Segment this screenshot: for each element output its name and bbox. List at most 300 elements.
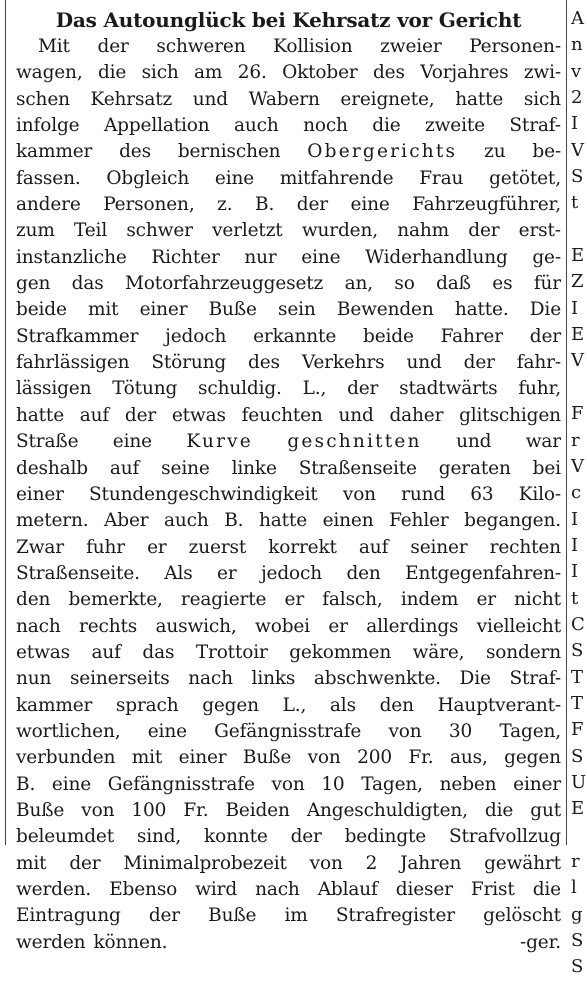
article-word: eine	[112, 431, 152, 453]
article-word: Zwar	[16, 536, 64, 558]
article-word: des	[119, 141, 151, 163]
article-word: Buße	[208, 905, 257, 927]
article-word: sein	[278, 299, 316, 321]
article-word: die	[97, 62, 127, 84]
article-word: Die	[459, 668, 491, 690]
article-line	[16, 640, 561, 666]
article-line	[16, 324, 561, 350]
article-word: wortlichen,	[16, 720, 121, 742]
article-line	[16, 930, 561, 956]
article-word: zuerst	[188, 536, 247, 558]
adjacent-column-letter: E	[571, 798, 585, 820]
article-word: metern.	[16, 510, 89, 532]
article-line	[16, 535, 561, 561]
article-word: Personen-	[469, 36, 561, 57]
article-word: fuhr,	[518, 378, 561, 400]
adjacent-column-letter: t	[571, 192, 579, 214]
article-word: auf	[109, 457, 140, 479]
article-line	[16, 614, 561, 640]
article-word: er	[147, 536, 167, 558]
news-article	[16, 6, 561, 956]
article-word: konnte	[204, 826, 268, 848]
article-word: einer	[139, 299, 188, 321]
article-word: seinerseits	[69, 668, 170, 690]
article-word: von	[342, 483, 376, 505]
article-word: mit	[87, 299, 119, 321]
article-word: Buße	[208, 299, 257, 321]
article-word: Personen,	[103, 194, 195, 216]
article-word: glitschigen	[459, 404, 561, 426]
article-word: der	[124, 404, 157, 426]
article-line	[16, 482, 561, 508]
article-word: Wabern	[248, 88, 320, 110]
article-word: Die	[529, 299, 561, 321]
article-word: das	[71, 273, 104, 295]
article-word: die	[372, 115, 401, 137]
article-word: er	[284, 589, 305, 611]
article-word: jedoch	[165, 325, 227, 347]
article-line	[16, 561, 561, 587]
article-word: Motorfahrzeuggesetz	[125, 273, 324, 295]
article-word: im	[284, 905, 308, 927]
article-word: schen	[16, 88, 70, 110]
article-word: etwas	[16, 641, 70, 663]
article-word: wobei	[255, 615, 310, 637]
article-word: beleumdet	[16, 826, 114, 848]
article-word: linke	[231, 457, 277, 479]
article-word: abschwenkte.	[313, 668, 441, 690]
article-word: nach	[16, 615, 61, 637]
article-word: deshalb	[16, 457, 88, 479]
article-word: fahr-	[516, 352, 561, 374]
article-word: jedoch	[260, 562, 323, 584]
article-word: Obgleich	[106, 167, 190, 189]
article-word: verbunden	[16, 747, 116, 769]
article-word: nach	[255, 879, 300, 900]
adjacent-column-letter: F	[571, 719, 584, 741]
article-word: andere	[16, 194, 81, 216]
article-word: geschnitten	[287, 431, 422, 453]
article-word: und	[456, 431, 492, 453]
article-word: nur	[244, 246, 277, 268]
article-word: der	[296, 194, 328, 216]
article-word: der	[148, 905, 180, 927]
article-word: Stundengeschwindigkeit	[89, 483, 318, 505]
adjacent-column-letter: r	[571, 851, 580, 872]
article-word: Gefängnisstrafe	[107, 773, 255, 795]
article-word: der	[290, 826, 322, 848]
article-word: Mit	[38, 36, 70, 57]
article-word: 63	[470, 483, 494, 505]
adjacent-column-letter: n	[571, 34, 583, 56]
left-column-rule	[5, 0, 6, 845]
article-word: Frist	[470, 879, 515, 900]
article-word: be-	[532, 141, 561, 163]
article-line	[16, 587, 561, 613]
article-word: einer	[513, 773, 561, 795]
article-word: Bewenden	[336, 299, 434, 321]
article-word: stadtwärts	[399, 378, 498, 400]
article-word: mitfahrende	[279, 167, 394, 189]
article-line	[16, 745, 561, 771]
adjacent-column-letter: l	[571, 877, 577, 899]
adjacent-column-letter: C	[571, 613, 585, 635]
article-word: Buße	[16, 799, 65, 821]
article-word: L.,	[302, 378, 327, 400]
article-word: Kollision	[273, 36, 353, 57]
right-column-rule	[566, 0, 567, 845]
article-word: die	[484, 799, 514, 821]
article-word: und	[406, 352, 442, 374]
article-word: erkannte	[253, 325, 337, 347]
article-word: gegen	[202, 694, 259, 716]
article-word: wagen,	[16, 62, 83, 84]
article-line	[16, 297, 561, 323]
adjacent-column-letter: I	[571, 297, 579, 319]
article-word: beide	[16, 299, 67, 321]
article-word: der	[69, 852, 101, 874]
article-word: nicht	[514, 589, 561, 611]
article-word: ereignete,	[340, 88, 435, 110]
article-word: auf	[358, 536, 389, 558]
adjacent-column-letter: c	[571, 482, 582, 504]
adjacent-column-letter	[571, 217, 587, 243]
adjacent-column-letter: I	[571, 534, 579, 556]
article-word: korrekt	[268, 536, 337, 558]
article-word: des	[372, 62, 405, 84]
article-word: zweite	[425, 115, 485, 137]
article-word: lässigen	[16, 378, 92, 400]
article-word: die	[532, 879, 561, 900]
article-word: geraten	[438, 457, 511, 479]
article-word: wird	[195, 879, 238, 900]
article-word: Strafvollzug	[448, 826, 561, 848]
article-line	[16, 851, 561, 877]
article-word: hatte	[259, 510, 308, 532]
article-word: sprach	[115, 694, 179, 716]
article-word: Straßenseite.	[16, 562, 140, 584]
article-headline: Das Autounglück bei Kehrsatz vor Gericht	[55, 8, 522, 32]
article-word: einen	[322, 510, 374, 532]
adjacent-column-letter: S	[571, 745, 584, 767]
article-line	[16, 719, 561, 745]
article-line	[16, 877, 561, 903]
article-word: wurden,	[301, 220, 378, 242]
article-word: gewährt	[484, 852, 561, 874]
article-word: Als	[164, 562, 193, 584]
article-word: es	[492, 273, 513, 295]
article-word: zweier	[380, 36, 442, 57]
article-word: Gefängnisstrafe	[214, 720, 362, 742]
article-word: B.	[224, 510, 244, 532]
article-word: Straße	[16, 431, 79, 453]
article-line	[16, 376, 561, 402]
adjacent-column-letter	[571, 375, 587, 401]
article-line	[16, 772, 561, 798]
article-word: bedingte	[344, 826, 427, 848]
article-word: Kilo-	[518, 483, 561, 505]
article-word: für	[533, 273, 561, 295]
article-line	[16, 429, 561, 455]
article-word: rechten	[489, 536, 561, 558]
article-word: den	[346, 562, 381, 584]
article-word: gegen	[504, 747, 561, 769]
article-line	[16, 271, 561, 297]
article-word: mit	[16, 852, 47, 874]
adjacent-column-letter: g	[571, 903, 583, 925]
article-line	[16, 139, 561, 165]
article-word: fahrlässigen	[16, 352, 130, 374]
article-word: werden.	[16, 879, 92, 900]
article-word: Ablauf	[317, 879, 378, 900]
article-word: zum	[16, 220, 55, 242]
article-word: nun	[16, 668, 52, 690]
article-word: gut	[530, 799, 561, 821]
article-word: Eintragung	[16, 905, 121, 927]
article-word: einer	[16, 483, 64, 505]
article-word: Fr.	[408, 747, 434, 769]
article-word: Strafregister	[335, 905, 455, 927]
article-word: von	[271, 773, 305, 795]
article-word: Buße	[242, 747, 292, 769]
article-word: Tagen,	[499, 720, 561, 742]
article-word: Widerhandlung	[365, 246, 508, 268]
article-word: Strafkammer	[16, 325, 139, 347]
article-word: reagierte	[180, 589, 267, 611]
article-word: rechts	[79, 615, 138, 637]
article-word: Ebenso	[109, 879, 178, 900]
article-word: seiner	[410, 536, 468, 558]
article-word: rund	[401, 483, 446, 505]
article-word: Entgegenfahren-	[405, 562, 561, 584]
article-word: Vorjahres	[420, 62, 509, 84]
article-word: B.	[255, 194, 275, 216]
adjacent-column-letter: S	[571, 956, 584, 978]
adjacent-column-letter: S	[571, 166, 584, 188]
article-word: begangen.	[464, 510, 561, 532]
article-word: schuldig.	[198, 378, 282, 400]
article-line	[16, 60, 561, 86]
article-line	[16, 87, 561, 113]
article-word: verletzt	[212, 220, 283, 242]
article-word: Fehler	[389, 510, 449, 532]
article-word: 10	[321, 773, 345, 795]
article-word: z.	[217, 194, 233, 216]
article-word: sind,	[136, 826, 182, 848]
article-word: hatte	[455, 88, 504, 110]
article-word: daher	[389, 404, 444, 426]
article-word: bemerkte,	[68, 589, 163, 611]
article-word: der	[529, 325, 561, 347]
article-word: 200	[357, 747, 392, 769]
article-word: Tagen,	[361, 773, 423, 795]
article-word: indem	[400, 589, 459, 611]
adjacent-column-letter: E	[571, 324, 585, 346]
article-line	[16, 693, 561, 719]
article-word: Aber	[104, 510, 149, 532]
article-word: eine	[214, 167, 255, 189]
article-line	[16, 350, 561, 376]
article-word: mit	[131, 747, 163, 769]
article-word: hatte.	[454, 299, 509, 321]
adjacent-column-letter: I	[571, 113, 579, 135]
article-line	[16, 192, 561, 218]
article-word: auf	[91, 641, 121, 663]
adjacent-column-letter: v	[571, 60, 582, 82]
adjacent-column-letter: A	[571, 8, 584, 29]
article-word: B.	[16, 773, 36, 795]
article-word: L.,	[282, 694, 307, 716]
article-line	[16, 666, 561, 692]
article-word: allerdings	[366, 615, 459, 637]
article-word: den	[379, 694, 414, 716]
article-word: Verkehrs	[301, 352, 385, 374]
article-word: beide	[363, 325, 414, 347]
article-word: bernischen	[177, 141, 281, 163]
article-word: der	[347, 378, 379, 400]
article-line	[16, 403, 561, 429]
adjacent-column-letter: r	[571, 429, 580, 451]
article-word: 100	[131, 799, 167, 821]
article-word: von	[307, 747, 341, 769]
article-word: kammer	[16, 141, 93, 163]
adjacent-column-letter: V	[571, 350, 584, 372]
article-word: Minimalprobezeit	[123, 852, 287, 874]
article-word: sich	[141, 62, 179, 84]
article-word: Straf-	[509, 115, 561, 137]
article-word: am	[194, 62, 223, 84]
article-word: gekommen	[289, 641, 392, 663]
article-line	[16, 218, 561, 244]
article-word: eine	[51, 773, 92, 795]
article-word: Obergerichts	[307, 141, 458, 163]
adjacent-column-letter: Z	[571, 271, 584, 293]
article-word: Richter	[151, 246, 220, 268]
adjacent-column-letter: T	[571, 692, 584, 714]
article-word: seine	[161, 457, 210, 479]
article-line	[16, 798, 561, 824]
article-word: Kehrsatz	[90, 88, 173, 110]
adjacent-column-letter	[571, 823, 587, 849]
article-word: fuhr	[86, 536, 125, 558]
article-word: eine	[350, 194, 390, 216]
article-word: ge-	[532, 246, 561, 268]
adjacent-column-fragment	[571, 6, 587, 981]
article-word: war	[525, 431, 561, 453]
article-word: feuchten	[241, 404, 323, 426]
article-word: Frau	[419, 167, 464, 189]
article-word: Beiden	[225, 799, 290, 821]
article-word: gen	[16, 273, 51, 295]
article-line	[16, 166, 561, 192]
article-line	[16, 903, 561, 929]
adjacent-column-letter: S	[571, 640, 584, 662]
article-word: zwi-	[523, 62, 561, 84]
adjacent-column-letter: t	[571, 587, 579, 609]
adjacent-column-letter: F	[571, 403, 584, 425]
article-word: von	[309, 852, 343, 874]
article-word: auswich,	[155, 615, 237, 637]
article-word: der	[468, 220, 500, 242]
adjacent-column-letter: I	[571, 508, 579, 530]
article-word: Fr.	[183, 799, 209, 821]
article-word: er	[476, 589, 496, 611]
article-word: Fahrzeugführer,	[412, 194, 561, 216]
article-word: Angeschuldigten,	[306, 799, 468, 821]
article-word: Kurve	[186, 431, 253, 453]
article-word: noch	[303, 115, 348, 137]
article-word: auch	[234, 115, 279, 137]
adjacent-column-letter: T	[571, 666, 584, 688]
article-word: infolge	[16, 115, 80, 137]
article-word: vielleicht	[476, 615, 561, 637]
article-word: dieser	[395, 879, 453, 900]
article-word: als	[329, 694, 356, 716]
article-word: kammer	[16, 694, 93, 716]
article-line	[16, 245, 561, 271]
article-word: falsch,	[322, 589, 383, 611]
article-word: Störung	[151, 352, 227, 374]
article-word: er	[328, 615, 348, 637]
article-word: neben	[439, 773, 497, 795]
adjacent-column-letter: V	[571, 139, 584, 161]
article-word: nahm	[397, 220, 450, 242]
article-word: so	[394, 273, 415, 295]
adjacent-column-letter: 2	[571, 87, 583, 109]
article-word: Straf-	[509, 668, 561, 690]
article-word: einer	[178, 747, 227, 769]
article-word: nach	[188, 668, 233, 690]
adjacent-column-letter: I	[571, 561, 579, 583]
article-word: der	[463, 352, 495, 374]
article-line	[16, 113, 561, 139]
article-word: er	[217, 562, 237, 584]
article-word: eine	[301, 246, 341, 268]
article-word: zu	[484, 141, 506, 163]
article-word: daß	[436, 273, 471, 295]
article-body	[16, 34, 561, 956]
article-line	[16, 508, 561, 534]
article-line	[16, 34, 561, 60]
adjacent-column-letter: V	[571, 455, 584, 477]
article-word: Fahrer	[440, 325, 503, 347]
article-word: von	[81, 799, 115, 821]
adjacent-column-letter: S	[571, 930, 584, 952]
article-word: getötet,	[489, 167, 561, 189]
article-word: bei	[532, 457, 561, 479]
article-word: sondern	[485, 641, 561, 663]
article-word: links	[251, 668, 296, 690]
article-word: auf	[79, 404, 110, 426]
article-word: auch	[164, 510, 209, 532]
adjacent-column-letter: E	[571, 245, 585, 267]
article-word: etwas	[171, 404, 226, 426]
article-word: 30	[448, 720, 473, 742]
article-word: Hauptverant-	[437, 694, 561, 716]
article-word: aus,	[449, 747, 488, 769]
article-word: instanzliche	[16, 246, 127, 268]
article-word: und	[338, 404, 374, 426]
article-word: Trottoir	[195, 641, 268, 663]
author-signature: -ger.	[520, 931, 561, 953]
article-word: erst-	[518, 220, 561, 242]
article-word: Jahren	[400, 852, 462, 874]
article-word: fassen.	[16, 167, 81, 189]
article-word: schweren	[156, 36, 246, 57]
article-word: hatte	[16, 404, 65, 426]
article-word: den	[16, 589, 51, 611]
article-word: Teil	[74, 220, 108, 242]
